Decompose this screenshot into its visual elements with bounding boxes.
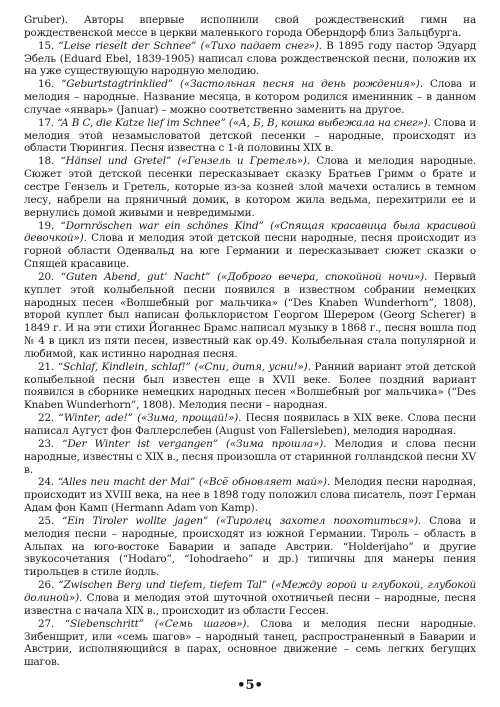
note-text: . Мелодия и слова песни народные, известны с XIX в., песня произошла от старинной голландской песни XV в. <box>24 437 476 476</box>
note-text: 25. <box>38 514 63 527</box>
note-text: . Слова и мелодия песни народные. Зибеншрит, или «семь шагов» – народный танец, распространенный в Баварии и Австрии, исполняющийся в парах, основное движение – семь легких бегущих шагов. <box>24 617 476 669</box>
note-paragraph <box>24 412 476 438</box>
song-title: “Geburtstagtrinklied” («Застольная песня на день рождения») <box>61 78 420 91</box>
note-paragraph <box>24 476 476 515</box>
note-paragraph <box>24 14 476 40</box>
note-text: . Слова и мелодия песни – народные, происходят из южной Германии. Тироль – область в Альпах на юго-востоке Баварии и западе Австрии. “Holderijaho” и другие звукосочетания (“Hodaro”, “Iohodraeho” и др.) типичны для манеры пения тирольцев в стиле йодль. <box>24 514 476 579</box>
note-text: 16. <box>38 78 62 91</box>
note-text: 19. <box>38 219 61 232</box>
note-text: 15. <box>38 39 59 52</box>
note-paragraph <box>24 220 476 271</box>
song-title: “Guten Abend, gut’ Nacht” («Доброго вечера, спокойной ночи») <box>60 270 425 283</box>
song-title: “Winter, ade!” («Зима, прощай!») <box>58 412 239 425</box>
note-text: . Слова и мелодия – народные. Название месяца, в котором родился именинник – в данном случае «январь» (Januar) – можно соответственно заменить на другое. <box>24 78 476 116</box>
song-title: “Alles neu macht der Mai” («Всё обновляет май») <box>57 476 327 489</box>
song-title: “Dornröschen war ein schönes Kind” («Спящая красавица была красивой девочкой») <box>24 219 476 245</box>
note-text: . Слова и мелодия этой шуточной охотничьей песни – народные, песня известна с начала XIX в., происходит из области Гессен. <box>24 591 476 617</box>
note-text: . Слова и мелодия этой незамысловатой детской песенки – народные, происходят из области Тюрингия. Песня известна с 1-й половины XIX в. <box>24 116 476 155</box>
note-text: 23. <box>38 437 63 450</box>
song-title: “Der Winter ist vergangen” («Зима прошла») <box>62 437 324 450</box>
page-number: •5• <box>237 678 263 693</box>
note-paragraph <box>24 271 476 361</box>
note-text: . В 1895 году пастор Эдуард Эбель (Eduard Ebel, 1839-1905) написал слова рождественской песни, положив их на уже существующую народную мелодию. <box>24 39 476 78</box>
note-text: . Слова и мелодия народные. Сюжет этой детской песенки пересказывает сказку Братьев Гримм о брате и сестре Гензель и Гретель, которые из-за козней злой мачехи остались в темном лесу, набрели на пряничный домик, в котором жила ведьма, перехитрили ее и вернулись домой живыми и невредимыми. <box>24 155 476 219</box>
note-paragraph <box>24 40 476 79</box>
note-text: Gruber). Авторы впервые исполнили свой рождественский гимн на рождественской мессе в церкви маленького города Оберндорф близ Зальцбурга. <box>24 14 476 39</box>
song-title: “Ein Tiroler wollte jagen” («Тиролец захотел поохотиться») <box>62 514 418 527</box>
note-text: 21. <box>38 360 58 373</box>
note-text: 18. <box>38 155 61 168</box>
note-text: 22. <box>38 412 59 425</box>
song-title: “Siebenschritt” («Семь шагов») <box>64 617 247 630</box>
note-paragraph <box>24 117 476 156</box>
note-paragraph <box>24 579 476 618</box>
note-text: . Песня появилась в XIX веке. Слова песни написал Аугуст фон Фаллерслебен (August von Fallersleben), мелодия народная. <box>24 412 477 437</box>
song-title: “Leise rieselt der Schnee” («Тихо падает снег») <box>58 39 319 52</box>
note-text: . Слова и мелодия этой детской песни народные, песня происходит из горной области Оденвальд на юге Германии и пересказывает сюжет сказки о Спящей красавице. <box>24 232 476 271</box>
song-title: “Schlaf, Kindlein, schlaf!” («Спи, дитя, усни!») <box>57 360 308 373</box>
note-paragraph <box>24 155 476 219</box>
note-paragraph <box>24 361 476 412</box>
note-text: 27. <box>38 617 65 630</box>
note-paragraph <box>24 438 476 477</box>
note-paragraph <box>24 78 476 117</box>
note-text: . Ранний вариант этой детской колыбельной песни был известен еще в XVII веке. Более поздний вариант появился в сборнике немецких народных песен «Волшебный рог мальчика» (“Des Knaben Wunderhorn”, 1808). Мелодия песни – народная. <box>24 360 476 412</box>
note-text: 26. <box>38 579 59 592</box>
song-title: “A B C, die Katze lief im Schnee” («А, Б, В, кошка выбежала на снег») <box>57 116 428 129</box>
page-text-block <box>24 14 476 669</box>
note-paragraph <box>24 515 476 579</box>
song-title: “Zwischen Berg und tiefem, tiefem Tal” («Между горой и глубокой, глубокой долиной») <box>24 579 476 604</box>
song-title: “Hänsel und Gretel” («Гензель и Гретель») <box>60 155 307 168</box>
note-paragraph <box>24 618 476 669</box>
note-text: . Первый куплет этой колыбельной песни появился в известном собрании немецких народных песен «Волшебный рог мальчика» (“Des Knaben Wunderhorn”, 1808), второй куплет был написан фольклористом Георгом Шерером (Georg Scherer) в 1849 г. И на эти стихи Йоганнес Брамс написал музыку в 1868 г., песня вошла под № 4 в цикл из пяти песен, известный как ор.49. Колыбельная стала популярной и любимой, как истинно народная песня. <box>24 270 476 360</box>
note-text: . Мелодия песни народная, происходит из XVIII века, на нее в 1898 году положил слова писатель, поэт Герман Адам фон Камп (Hermann Adam von Kamp). <box>24 476 476 515</box>
note-text: 24. <box>38 476 58 489</box>
note-text: 17. <box>38 116 58 129</box>
note-text: 20. <box>38 270 61 283</box>
